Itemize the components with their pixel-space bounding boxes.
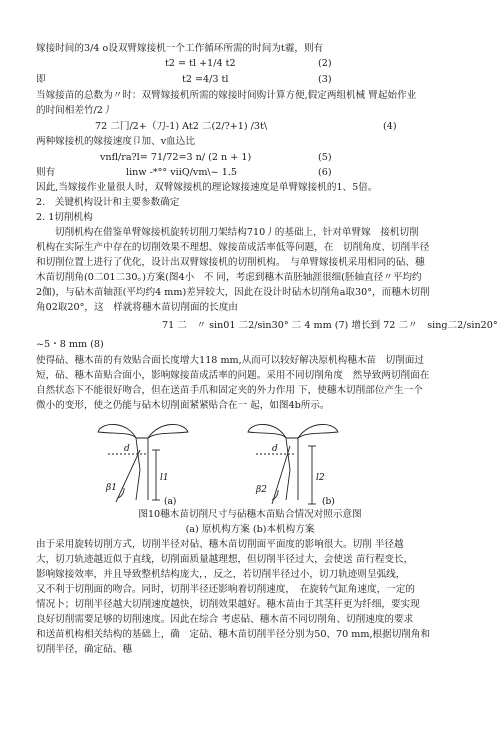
figure-label: (b)	[322, 497, 335, 506]
text-line: 大，切刀轨迹越近似于直线，切削面质量越理想，但切削半径过大，会使送 苗行程变长，	[36, 554, 414, 565]
text-line: 情况卜；切削半径越大切削速度越快，切削效果越好。穗木苗由于其茎秆更为纤细，要实现	[36, 599, 420, 610]
text-line: 切削机构在借鉴单臂嫁接机旋转切削刀架结构710丿的基础上，针对单臂嫁 接机切削	[55, 227, 419, 238]
text-line: 木苗切削角(0二01二30。)方案(图4小 不 同，考虑到穗木苗胚轴涯很细(胚轴直径〃平均约	[36, 272, 422, 283]
text-line: 使得砧、穗木苗的有效贴合面长度增大118 mm,从而可以较好解决原机构穗木苗 切削面过	[36, 355, 424, 366]
text-line: 两种嫁接机的嫁接速度卩加、v血込比	[36, 136, 195, 147]
equation-number: (6)	[318, 167, 332, 178]
text-line: ~5・8 mm (8)	[36, 339, 104, 350]
text-line: 良好切削需要足够的切削速度。因此在综合 考虑砧、穗木苗不同切削角、切削速度的要求	[36, 614, 414, 625]
leaf-shape	[298, 424, 338, 438]
stem-outline	[136, 438, 148, 500]
text-line: 嫁接时间的3/4 o设双臂嫁接机一个工作循环所需的时间为t霾，则有	[36, 43, 324, 54]
text-line: 微小的变形，使之仍能与砧木切削面紧紧贴合在一 起，如图4b所示。	[36, 400, 330, 411]
figure-label: d	[272, 444, 278, 454]
text-line: 短，砧、穗木苗贴合面小，影响嫁接苗成活率的问题。采用不同切削角度 然导致两切削面在	[36, 370, 430, 381]
figure-label: l2	[316, 473, 325, 483]
leaf-shape	[148, 424, 188, 438]
figure-label: l1	[160, 473, 169, 483]
figure-label: β1	[106, 483, 117, 493]
equation-6: linw -*°° viiQ/vm\~ 1.5	[126, 167, 238, 178]
equation-3: t2 =4/3 tl	[182, 74, 229, 85]
equation-number: (5)	[318, 152, 332, 163]
figure-label: β2	[256, 485, 267, 495]
equation-2: t2 = tl +1/4 t2	[165, 58, 236, 69]
stem-outline	[286, 438, 298, 500]
text-line: 2伽)，与砧木苗轴涯(平均约4 mm)差异较大，因此在设计时砧木切削角a取30°，而穗木切削	[36, 287, 430, 298]
equation-7: 71 二 〃 sin01 二2/sin30° 二 4 mm (7) 增长到 72 二〃 sing二2/sin20°	[162, 320, 498, 331]
section-heading: 2. 关键机构设计和主要参数确定	[36, 197, 180, 208]
text-line: 当嫁接苗的总数为〃时：双臂嫁接机所需的嫁接时间购计算方便,假定两组机械 臂起始作业	[36, 90, 417, 101]
text-line: 即	[36, 74, 46, 85]
text-line: 角02取20°，这 样就将穗木苗切削面的长度由	[36, 302, 238, 313]
text-line: 由于采用旋转切削方式，切削半径对砧、穗木苗切削面平面度的影响很大。切削 半径越	[36, 539, 404, 550]
text-line: 切削半径，确定砧、穗	[36, 644, 132, 655]
equation-number: (4)	[383, 121, 397, 132]
leaf-shape	[248, 424, 286, 438]
text-line: 和切削位置上进行了优化，设计出双臂嫁接机的切削机构。 与单臂嫁接机采用相同的砧、穗	[36, 257, 425, 268]
equation-number: (2)	[318, 58, 332, 69]
equation-number: (3)	[318, 74, 332, 85]
leaf-shape	[98, 424, 136, 438]
text-line: 自然状态下不能很好吻合，但在送苗手爪和固定夹的外力作用 下，使穗木切削部位产生一个	[36, 385, 423, 396]
subsection-heading: 2. 1切削机构	[36, 212, 93, 223]
stem-outline	[136, 438, 140, 500]
equation-4: 72 二冂/2+（刀-1) At2 二(2/?+1) /3t\	[95, 121, 268, 132]
figure-subcaption: (a) 原机构方案 (b)本机构方案	[185, 524, 315, 535]
text-line: 又不利于切削面的吻合。同时，切削半径还影响着切削速度， 在旋转气缸角速度，一定的	[36, 584, 415, 595]
text-line: 机构在实际生产中存在的切削效果不理想、嫁接苗成活率低等问题，在 切削角度、切削半径	[36, 242, 430, 253]
figure-label: (a)	[164, 497, 177, 506]
text-line: 则有	[36, 167, 56, 178]
figure-cutting-diagram	[96, 410, 396, 506]
figure-caption: 图10穗木苗切削尺寸与砧穗木苗贴合情况对照示意图	[138, 509, 362, 520]
text-line: 和送苗机构相关结构的基础上，确 定砧、穗木苗切削半径分别为50、70 mm,根据切削角和	[36, 629, 431, 640]
cut-line	[272, 446, 290, 504]
text-line: 因此,当嫁接作业量很人时，双臂嫁接机的理论嫁接速度是单臂嫁接机的1、5倍。	[36, 182, 378, 193]
figure-label: d	[124, 444, 130, 454]
text-line: 影响嫁接效率，并且导致整机结构庞大，，反之，若切削半径过小，切刀轨迹则呈弧线，	[36, 569, 406, 580]
text-line: 的时间相差竹/2丿	[36, 105, 113, 116]
equation-5: vnfl/ra?l= 71/72=3 n/ (2 n + 1)	[100, 152, 252, 163]
